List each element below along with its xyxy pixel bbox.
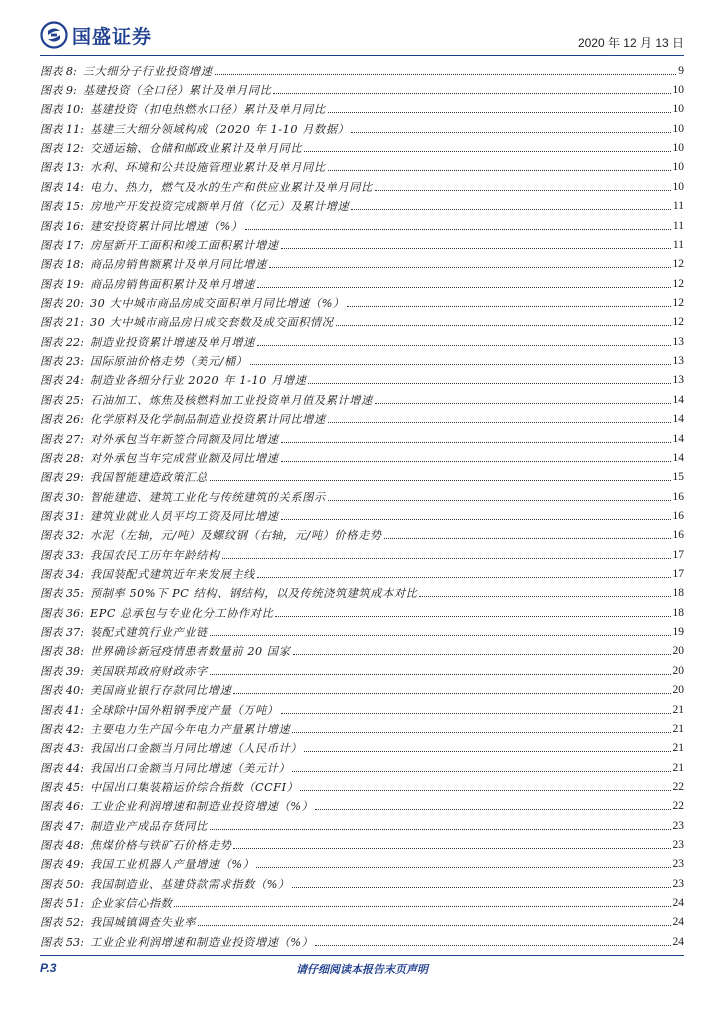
- toc-entry-label: 图表 10:: [40, 103, 84, 117]
- toc-entry-title: 企业家信心指数: [89, 897, 173, 911]
- dot-leader: [210, 634, 671, 636]
- toc-entry-label: 图表 37:: [40, 626, 84, 640]
- dot-leader: [222, 557, 671, 559]
- toc-entry[interactable]: [40, 816, 684, 835]
- toc-entry-label: 图表 16:: [40, 219, 84, 233]
- dot-leader: [256, 866, 670, 868]
- toc-entry[interactable]: [40, 603, 684, 622]
- toc-entry-label: 图表 19:: [40, 277, 84, 291]
- toc-entry-title: 基建三大细分领域构成（2020 年 1-10 月数据）: [89, 122, 350, 136]
- toc-entry-label: 图表 45:: [40, 780, 84, 794]
- dot-leader: [210, 479, 671, 481]
- toc-entry[interactable]: [40, 80, 684, 99]
- toc-entry-title: 电力、热力，燃气及水的生产和供应业累计及单月同比: [89, 180, 373, 194]
- toc-entry-page: 20: [672, 684, 684, 697]
- toc-entry-label: 图表 44:: [40, 761, 84, 775]
- toc-entry-page: 23: [672, 877, 684, 890]
- toc-entry-page: 18: [672, 587, 684, 600]
- toc-entry[interactable]: [40, 429, 684, 448]
- dot-leader: [281, 460, 671, 462]
- toc-entry-page: 14: [672, 432, 684, 445]
- toc-entry-page: 21: [672, 722, 684, 735]
- page-footer: [40, 961, 684, 977]
- dot-leader: [275, 615, 670, 617]
- toc-entry[interactable]: [40, 893, 684, 912]
- dot-leader: [328, 421, 671, 423]
- toc-entry-page: 11: [672, 219, 684, 232]
- dot-leader: [245, 228, 671, 230]
- toc-entry[interactable]: [40, 777, 684, 796]
- toc-entry-page: 12: [672, 296, 684, 309]
- toc-entry[interactable]: [40, 468, 684, 487]
- dot-leader: [250, 363, 671, 365]
- toc-entry-label: 图表 24:: [40, 374, 84, 388]
- toc-entry-title: 世界确诊新冠疫情患者数量前 20 国家: [89, 645, 291, 659]
- toc-entry-label: 图表 47:: [40, 819, 84, 833]
- toc-entry-page: 14: [672, 413, 684, 426]
- toc-entry-page: 9: [678, 64, 684, 77]
- toc-entry[interactable]: [40, 197, 684, 216]
- toc-entry[interactable]: [40, 545, 684, 564]
- toc-entry[interactable]: [40, 661, 684, 680]
- toc-entry-page: 20: [672, 645, 684, 658]
- toc-entry-label: 图表 12:: [40, 142, 84, 156]
- dot-leader: [293, 653, 671, 655]
- toc-entry-label: 图表 36:: [40, 606, 84, 620]
- toc-entry-title: 基建投资（扣电热燃水口径）累计及单月同比: [89, 103, 326, 117]
- toc-entry[interactable]: [40, 255, 684, 274]
- toc-entry-label: 图表 43:: [40, 742, 84, 756]
- dot-leader: [174, 905, 670, 907]
- toc-entry-page: 16: [672, 529, 684, 542]
- dot-leader: [281, 712, 671, 714]
- toc-entry[interactable]: [40, 100, 684, 119]
- toc-entry-page: 21: [672, 742, 684, 755]
- toc-entry[interactable]: [40, 874, 684, 893]
- toc-entry-label: 图表 39:: [40, 664, 84, 678]
- toc-entry-label: 图表 49:: [40, 858, 84, 872]
- dot-leader: [328, 499, 671, 501]
- logo-text: 国盛证券: [72, 25, 153, 48]
- toc-entry-page: 23: [672, 819, 684, 832]
- dot-leader: [210, 828, 671, 830]
- toc-entry-title: 智能建造、建筑工业化与传统建筑的关系图示: [89, 490, 326, 504]
- dot-leader: [198, 924, 670, 926]
- toc-entry-title: 石油加工、炼焦及核燃料加工业投资单月值及累计增速: [89, 393, 373, 407]
- toc-entry-page: 10: [672, 161, 684, 174]
- toc-entry-title: 我国装配式建筑近年来发展主线: [89, 568, 255, 582]
- dot-leader: [257, 344, 671, 346]
- toc-entry-title: 工业企业利润增速和制造业投资增速（%）: [89, 935, 314, 949]
- toc-entry-label: 图表 50:: [40, 877, 84, 891]
- toc-entry[interactable]: [40, 216, 684, 235]
- header-divider: [40, 55, 684, 56]
- page-number: P.3: [40, 961, 57, 975]
- toc-entry[interactable]: [40, 758, 684, 777]
- toc-entry[interactable]: [40, 390, 684, 409]
- toc-entry-label: 图表 14:: [40, 180, 84, 194]
- dot-leader: [257, 576, 671, 578]
- toc-entry-title: EPC 总承包与专业化分工协作对比: [89, 606, 274, 620]
- toc-entry[interactable]: [40, 564, 684, 583]
- toc-entry-title: 商品房销售面积累计及单月增速: [89, 277, 255, 291]
- toc-entry[interactable]: [40, 235, 684, 254]
- toc-entry-title: 对外承包当年完成营业额及同比增速: [89, 451, 279, 465]
- report-date: 2020 年 12 月 13 日: [577, 36, 684, 50]
- toc-entry[interactable]: [40, 274, 684, 293]
- toc-entry-label: 图表 25:: [40, 393, 84, 407]
- toc-entry-page: 13: [672, 374, 684, 387]
- dot-leader: [210, 673, 671, 675]
- toc-entry[interactable]: [40, 797, 684, 816]
- dot-leader: [273, 92, 670, 94]
- dot-leader: [292, 770, 670, 772]
- toc-entry[interactable]: [40, 622, 684, 641]
- dot-leader: [375, 189, 671, 191]
- toc-entry-title: 国际原油价格走势（美元/桶）: [89, 355, 248, 369]
- dot-leader: [292, 731, 670, 733]
- toc-entry[interactable]: [40, 700, 684, 719]
- toc-entry-label: 图表 40:: [40, 684, 84, 698]
- dot-leader: [351, 208, 671, 210]
- toc-entry-page: 24: [672, 897, 684, 910]
- toc-entry-title: 水泥（左轴，元/吨）及螺纹钢（右轴，元/吨）价格走势: [89, 529, 382, 543]
- toc-entry[interactable]: [40, 371, 684, 390]
- toc-entry-label: 图表 29:: [40, 471, 84, 485]
- dot-leader: [375, 402, 671, 404]
- toc-entry-page: 10: [672, 122, 684, 135]
- toc-entry[interactable]: [40, 932, 684, 951]
- toc-entry-page: 13: [672, 355, 684, 368]
- toc-entry-label: 图表 33:: [40, 548, 84, 562]
- toc-entry-title: 制造业各细分行业 2020 年 1-10 月增速: [89, 374, 307, 388]
- toc-entry-label: 图表 34:: [40, 568, 84, 582]
- toc-entry-title: 焦煤价格与铁矿石价格走势: [89, 839, 232, 853]
- toc-entry[interactable]: [40, 313, 684, 332]
- toc-entry-label: 图表 46:: [40, 800, 84, 814]
- toc-entry[interactable]: [40, 351, 684, 370]
- dot-leader: [233, 692, 670, 694]
- toc-entry[interactable]: [40, 448, 684, 467]
- toc-entry-title: 房地产开发投资完成额单月值（亿元）及累计增速: [89, 200, 350, 214]
- toc-entry-title: 我国出口金额当月同比增速（美元计）: [89, 761, 291, 775]
- dot-leader: [328, 111, 671, 113]
- toc-entry-page: 10: [672, 103, 684, 116]
- toc-entry-label: 图表 20:: [40, 296, 84, 310]
- toc-entry-page: 10: [672, 84, 684, 97]
- toc-entry-page: 10: [672, 180, 684, 193]
- toc-entry-page: 22: [672, 800, 684, 813]
- toc-entry[interactable]: [40, 332, 684, 351]
- dot-leader: [351, 131, 670, 133]
- toc-entry-title: 我国智能建造政策汇总: [89, 471, 208, 485]
- toc-entry-title: 30 大中城市商品房成交面积单月同比增速（%）: [89, 296, 345, 310]
- dot-leader: [347, 305, 671, 307]
- dot-leader: [233, 847, 670, 849]
- toc-entry-label: 图表 18:: [40, 258, 84, 272]
- toc-entry[interactable]: [40, 409, 684, 428]
- toc-entry-page: 11: [672, 238, 684, 251]
- toc-entry-page: 10: [672, 142, 684, 155]
- toc-entry-title: 装配式建筑行业产业链: [89, 626, 208, 640]
- toc-entry-page: 17: [672, 548, 684, 561]
- toc-entry-title: 商品房销售额累计及单月同比增速: [89, 258, 267, 272]
- dot-leader: [304, 750, 670, 752]
- toc-entry-title: 我国城镇调查失业率: [89, 916, 197, 930]
- dot-leader: [257, 286, 671, 288]
- toc-entry[interactable]: [40, 138, 684, 157]
- toc-entry-label: 图表 21:: [40, 316, 84, 330]
- toc-entry[interactable]: [40, 526, 684, 545]
- toc-entry-page: 15: [672, 471, 684, 484]
- toc-entry-title: 全球除中国外粗钢季度产量（万吨）: [89, 703, 279, 717]
- toc-entry-title: 我国农民工历年年龄结构: [89, 548, 220, 562]
- toc-entry-page: 18: [672, 606, 684, 619]
- dot-leader: [281, 247, 671, 249]
- toc-entry-label: 图表 23:: [40, 355, 84, 369]
- toc-entry-page: 12: [672, 258, 684, 271]
- dot-leader: [308, 382, 670, 384]
- dot-leader: [384, 537, 671, 539]
- footer-divider: [40, 955, 684, 956]
- dot-leader: [315, 944, 670, 946]
- toc-entry-label: 图表 48:: [40, 839, 84, 853]
- toc-entry-title: 主要电力生产国今年电力产量累计增速: [89, 722, 291, 736]
- toc-entry-title: 预制率 50%下 PC 结构、钢结构，以及传统浇筑建筑成本对比: [89, 587, 418, 601]
- toc-entry-label: 图表 52:: [40, 916, 84, 930]
- toc-entry-page: 24: [672, 916, 684, 929]
- toc-entry-label: 图表 27:: [40, 432, 84, 446]
- toc-entry-title: 我国工业机器人产量增速（%）: [89, 858, 255, 872]
- toc-entry-page: 17: [672, 568, 684, 581]
- toc-entry-page: 14: [672, 451, 684, 464]
- toc-entry[interactable]: [40, 835, 684, 854]
- toc-entry[interactable]: [40, 855, 684, 874]
- dot-leader: [269, 266, 671, 268]
- toc-entry-title: 交通运输、仓储和邮政业累计及单月同比: [89, 142, 303, 156]
- guosheng-logo-icon: [40, 21, 68, 49]
- toc-entry-page: 14: [672, 393, 684, 406]
- toc-entry-label: 图表 35:: [40, 587, 84, 601]
- toc-entry-title: 对外承包当年新签合同额及同比增速: [89, 432, 279, 446]
- toc-entry[interactable]: [40, 177, 684, 196]
- toc-entry-label: 图表 53:: [40, 935, 84, 949]
- toc-entry-page: 23: [672, 858, 684, 871]
- toc-entry-title: 制造业投资累计增速及单月增速: [89, 335, 255, 349]
- page-header: [40, 20, 684, 50]
- toc-entry[interactable]: [40, 584, 684, 603]
- toc-entry-title: 基建投资（全口径）累计及单月同比: [82, 84, 272, 98]
- toc-entry-label: 图表 26:: [40, 413, 84, 427]
- toc-entry-title: 建筑业就业人员平均工资及同比增速: [89, 509, 279, 523]
- dot-leader: [315, 808, 670, 810]
- toc-entry-title: 美国联邦政府财政赤字: [89, 664, 208, 678]
- toc-entry[interactable]: [40, 719, 684, 738]
- toc-entry-title: 制造业产成品存货同比: [89, 819, 208, 833]
- toc-entry-label: 图表 11:: [40, 122, 84, 136]
- toc-entry-label: 图表 15:: [40, 200, 84, 214]
- toc-entry[interactable]: [40, 642, 684, 661]
- toc-entry-page: 22: [672, 780, 684, 793]
- toc-entry-title: 水利、环境和公共设施管理业累计及单月同比: [89, 161, 326, 175]
- toc-entry-page: 11: [672, 200, 684, 213]
- dot-leader: [281, 441, 671, 443]
- toc-entry-page: 23: [672, 839, 684, 852]
- toc-entry-page: 21: [672, 703, 684, 716]
- dot-leader: [300, 789, 670, 791]
- toc-entry-title: 化学原料及化学制品制造业投资累计同比增速: [89, 413, 326, 427]
- toc-entry-label: 图表 22:: [40, 335, 84, 349]
- toc-entry-page: 12: [672, 316, 684, 329]
- dot-leader: [419, 595, 670, 597]
- toc-entry-label: 图表 42:: [40, 722, 84, 736]
- toc-entry-title: 我国制造业、基建贷款需求指数（%）: [89, 877, 290, 891]
- toc-entry-page: 16: [672, 509, 684, 522]
- dot-leader: [281, 518, 671, 520]
- toc-entry[interactable]: [40, 293, 684, 312]
- company-logo: [40, 20, 152, 50]
- dot-leader: [328, 169, 671, 171]
- toc-entry-title: 30 大中城市商品房日成交套数及成交面积情况: [89, 316, 334, 330]
- dot-leader: [215, 73, 677, 75]
- toc-entry[interactable]: [40, 913, 684, 932]
- toc-entry-page: 13: [672, 335, 684, 348]
- dot-leader: [304, 150, 670, 152]
- toc-entry-title: 工业企业利润增速和制造业投资增速（%）: [89, 800, 314, 814]
- toc-entry-label: 图表 13:: [40, 161, 84, 175]
- toc-entry-label: 图表 51:: [40, 897, 84, 911]
- toc-entry-page: 21: [672, 761, 684, 774]
- toc-entry-label: 图表 38:: [40, 645, 84, 659]
- toc-entry-label: 图表 41:: [40, 703, 84, 717]
- toc-entry[interactable]: [40, 681, 684, 700]
- toc-entry-label: 图表 28:: [40, 451, 84, 465]
- toc-entry-title: 三大细分子行业投资增速: [82, 64, 213, 78]
- toc-entry[interactable]: [40, 61, 684, 80]
- toc-entry-title: 美国商业银行存款同比增速: [89, 684, 232, 698]
- toc-entry-page: 12: [672, 277, 684, 290]
- toc-entry-title: 中国出口集装箱运价综合指数（CCFI）: [89, 780, 299, 794]
- toc-entry[interactable]: [40, 487, 684, 506]
- dot-leader: [336, 324, 671, 326]
- toc-entry-label: 图表 30:: [40, 490, 84, 504]
- toc-entry-title: 我国出口金额当月同比增速（人民币计）: [89, 742, 303, 756]
- toc-entry[interactable]: [40, 158, 684, 177]
- toc-entry-label: 图表 17:: [40, 238, 84, 252]
- toc-entry-page: 20: [672, 664, 684, 677]
- toc-entry-page: 16: [672, 490, 684, 503]
- toc-entry-title: 房屋新开工面积和竣工面积累计增速: [89, 238, 279, 252]
- disclaimer-note: 请仔细阅读本报告末页声明: [296, 963, 428, 976]
- toc-entry-page: 24: [672, 935, 684, 948]
- table-of-figures: [40, 61, 684, 952]
- dot-leader: [292, 886, 671, 888]
- toc-entry-page: 19: [672, 626, 684, 639]
- toc-entry-label: 图表 8:: [40, 64, 77, 78]
- toc-entry-label: 图表 32:: [40, 529, 84, 543]
- toc-entry-label: 图表 9:: [40, 84, 77, 98]
- toc-entry-label: 图表 31:: [40, 509, 84, 523]
- toc-entry-title: 建安投资累计同比增速（%）: [89, 219, 243, 233]
- toc-entry[interactable]: [40, 119, 684, 138]
- toc-entry[interactable]: [40, 506, 684, 525]
- toc-entry[interactable]: [40, 739, 684, 758]
